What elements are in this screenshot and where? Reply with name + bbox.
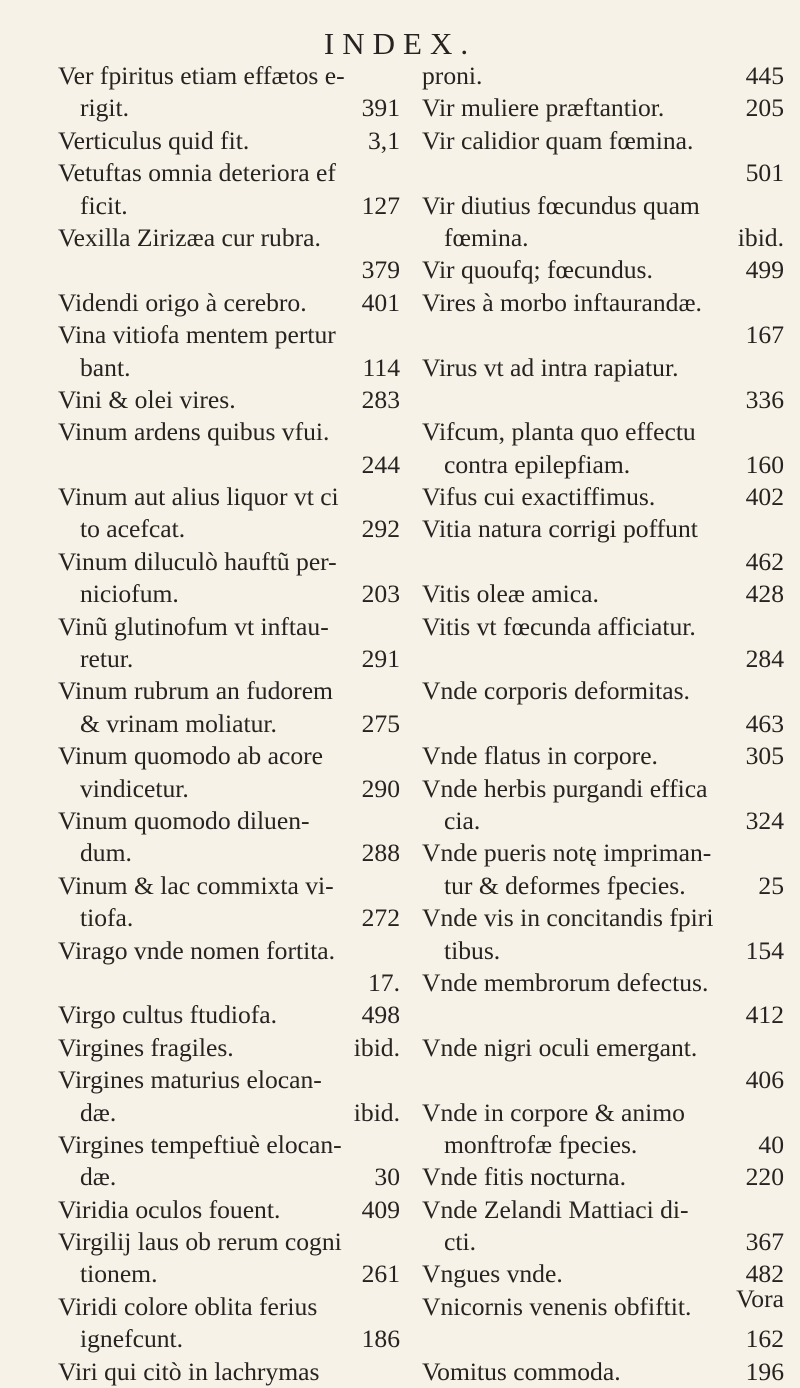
entry-line (58, 384, 404, 416)
entry-line (422, 449, 788, 481)
entry-line (58, 935, 404, 967)
page-reference: 3,1 (368, 125, 400, 155)
entry-text: Vnicornis venenis obfiftit. (422, 1291, 692, 1321)
entry-text: Vinum & lac commixta vi- (58, 870, 334, 900)
index-entry (58, 1194, 404, 1226)
entry-line (422, 384, 788, 416)
page-reference: 244 (361, 449, 400, 479)
entry-text: Vinum quomodo ab acore (58, 741, 323, 771)
index-entry (58, 805, 404, 870)
entry-text: tiofa. (80, 903, 134, 933)
entry-text: tur & deformes fpecies. (444, 870, 686, 900)
page-reference: 205 (745, 93, 784, 123)
entry-text: Vnde vis in concitandis fpiri (422, 903, 714, 933)
page-reference: 324 (745, 805, 784, 835)
page-reference: 25 (758, 870, 784, 900)
entry-text: tionem. (80, 1259, 158, 1289)
page-reference: 412 (745, 1000, 784, 1030)
entry-line (58, 92, 404, 124)
entry-line (58, 1032, 404, 1064)
entry-text: Virus vt ad intra rapiatur. (422, 352, 679, 382)
entry-text: Vifcum, planta quo effectu (422, 417, 696, 447)
index-entry (422, 675, 788, 740)
entry-line (422, 92, 788, 124)
entry-line (58, 190, 404, 222)
index-entry (58, 157, 404, 222)
entry-line (58, 449, 404, 481)
entry-text: bant. (80, 352, 131, 382)
index-entry (422, 1194, 788, 1259)
page-reference: ibid. (353, 1097, 400, 1127)
index-entry (58, 416, 404, 481)
page-reference: 220 (745, 1162, 784, 1192)
index-entry (58, 1356, 404, 1388)
entry-text: Vifus cui exactiffimus. (422, 482, 656, 512)
page-reference: 284 (745, 644, 784, 674)
page-reference: 482 (745, 1259, 784, 1289)
entry-line (422, 1064, 788, 1096)
entry-text: ficit. (80, 190, 128, 220)
entry-line (58, 805, 404, 837)
page-reference: 391 (361, 93, 400, 123)
entry-line (422, 254, 788, 286)
entry-text: Vngues vnde. (422, 1259, 563, 1289)
index-entry (58, 999, 404, 1031)
entry-line (422, 935, 788, 967)
entry-line (58, 708, 404, 740)
page-reference: 463 (745, 708, 784, 738)
page-reference: 336 (745, 384, 784, 414)
index-entry (58, 1226, 404, 1291)
index-entry (58, 1291, 404, 1356)
entry-line (422, 870, 788, 902)
entry-line (422, 967, 788, 999)
page-reference: 292 (361, 514, 400, 544)
index-entry (422, 1161, 788, 1193)
entry-line (58, 1291, 404, 1323)
entry-line (58, 773, 404, 805)
entry-line (58, 481, 404, 513)
entry-line (58, 125, 404, 157)
entry-text: proni. (422, 61, 483, 90)
entry-text: tibus. (444, 935, 501, 965)
page-reference: 462 (745, 546, 784, 576)
page-reference: 290 (361, 773, 400, 803)
entry-line (422, 773, 788, 805)
page-reference: 203 (361, 579, 400, 609)
entry-text: Virgines tempeftiuè elocan- (58, 1129, 342, 1159)
entry-text: Vires à morbo inftaurandæ. (422, 287, 702, 317)
entry-text: Vitis vt fœcunda afficiatur. (422, 611, 696, 641)
entry-text: Vini & olei vires. (58, 384, 236, 414)
entry-line (422, 902, 788, 934)
index-entry (422, 578, 788, 610)
entry-line (422, 60, 788, 92)
entry-line (422, 287, 788, 319)
entry-line (58, 643, 404, 675)
entry-line (422, 1161, 788, 1193)
entry-line (58, 578, 404, 610)
index-entry (58, 546, 404, 611)
page-reference: 30 (374, 1162, 400, 1192)
entry-text: Vnde membrorum defectus. (422, 967, 709, 997)
entry-line (58, 902, 404, 934)
index-entry (422, 60, 788, 92)
entry-text: Vnde flatus in corpore. (422, 741, 658, 771)
entry-line (422, 1129, 788, 1161)
entry-line (58, 352, 404, 384)
entry-line (58, 1323, 404, 1355)
entry-line (58, 1258, 404, 1290)
index-entry (422, 1258, 788, 1290)
page-reference: 114 (362, 352, 400, 382)
page-reference: 261 (361, 1259, 400, 1289)
index-entry (422, 902, 788, 967)
entry-text: Virago vnde nomen fortita. (58, 935, 336, 965)
page-reference: 196 (745, 1356, 784, 1386)
entry-line (422, 1291, 788, 1323)
entry-line (58, 1356, 404, 1388)
entry-text: Virgo cultus ftudiofa. (58, 1000, 278, 1030)
entry-text: Vnde herbis purgandi effica (422, 773, 708, 803)
entry-line (58, 60, 404, 92)
entry-text: Vinum aut alius liquor vt ci (58, 482, 339, 512)
page-reference: 367 (745, 1227, 784, 1257)
page-reference: 154 (745, 935, 784, 965)
entry-line (422, 319, 788, 351)
entry-text: vindicetur. (80, 773, 189, 803)
entry-text: Vitis oleæ amica. (422, 579, 599, 609)
entry-text: to acefcat. (80, 514, 186, 544)
index-entry (422, 740, 788, 772)
entry-text: rigit. (80, 93, 130, 123)
index-entry (58, 319, 404, 384)
entry-text: Videndi origo à cerebro. (58, 287, 307, 317)
index-entry (422, 611, 788, 676)
entry-text: Ver fpiritus etiam effætos e- (58, 61, 345, 90)
page-reference: 291 (361, 644, 400, 674)
page-reference: 162 (745, 1324, 784, 1354)
entry-text: niciofum. (80, 579, 179, 609)
page-reference: ibid. (737, 222, 784, 252)
entry-line (58, 546, 404, 578)
page-reference: 40 (758, 1129, 784, 1159)
entry-line (422, 578, 788, 610)
entry-text: cia. (444, 805, 481, 835)
entry-line (422, 1097, 788, 1129)
index-entry (58, 222, 404, 287)
entry-line (58, 1226, 404, 1258)
entry-text: fœmina. (444, 222, 529, 252)
entry-text: Vnde Zelandi Mattiaci di- (422, 1194, 689, 1224)
entry-text: Vitia natura corrigi poffunt (422, 514, 698, 544)
entry-text: Vina vitiofa mentem pertur (58, 320, 336, 350)
entry-line (422, 481, 788, 513)
entry-line (58, 870, 404, 902)
index-entry (422, 1097, 788, 1162)
page-reference: ibid. (353, 1032, 400, 1062)
entry-line (58, 837, 404, 869)
entry-line (422, 190, 788, 222)
entry-text: Vir calidior quam fœmina. (422, 125, 694, 155)
entry-line (58, 254, 404, 286)
page-reference: 283 (361, 384, 400, 414)
entry-text: Virgines maturius elocan- (58, 1065, 322, 1095)
page-reference: 498 (361, 1000, 400, 1030)
index-entry (422, 254, 788, 286)
entry-line (422, 708, 788, 740)
page-reference: 186 (361, 1324, 400, 1354)
index-entry (422, 190, 788, 255)
entry-text: Virgilij laus ob rerum cogni (58, 1227, 342, 1257)
entry-line (422, 1194, 788, 1226)
index-entry (58, 935, 404, 1000)
entry-text: Vinum ardens quibus vfui. (58, 417, 330, 447)
entry-line (58, 319, 404, 351)
entry-line (422, 513, 788, 545)
entry-text: Vinum diluculò hauftũ per- (58, 546, 337, 576)
entry-text: Vexilla Zirizæa cur rubra. (58, 222, 321, 252)
index-entry (58, 611, 404, 676)
entry-line (58, 222, 404, 254)
index-entry (422, 92, 788, 124)
entry-line (422, 643, 788, 675)
entry-text: Virgines fragiles. (58, 1032, 234, 1062)
entry-line (422, 1323, 788, 1355)
entry-text: Viridia oculos fouent. (58, 1194, 281, 1224)
index-entry (58, 481, 404, 546)
entry-text: Vinũ glutinofum vt inftau- (58, 611, 329, 641)
entry-text: ignefcunt. (80, 1324, 184, 1354)
entry-text: cti. (444, 1227, 476, 1257)
entry-text: Vnde fitis nocturna. (422, 1162, 626, 1192)
index-entry (422, 1291, 788, 1356)
entry-line (58, 611, 404, 643)
page-reference: 401 (361, 287, 400, 317)
page-reference: 499 (745, 255, 784, 285)
entry-text: retur. (80, 644, 134, 674)
entry-line (422, 740, 788, 772)
entry-line (58, 999, 404, 1031)
entry-line (58, 416, 404, 448)
entry-line (422, 1032, 788, 1064)
entry-line (422, 352, 788, 384)
entry-line (422, 1226, 788, 1258)
entry-text: monftrofæ fpecies. (444, 1129, 638, 1159)
index-entry (422, 1032, 788, 1097)
entry-line (422, 805, 788, 837)
entry-line (58, 1064, 404, 1096)
index-entry (58, 60, 404, 125)
entry-text: Vir quoufq; fœcundus. (422, 255, 653, 285)
index-entry (422, 481, 788, 513)
entry-line (422, 675, 788, 707)
entry-line (58, 1194, 404, 1226)
index-entry (58, 384, 404, 416)
entry-text: dæ. (80, 1162, 117, 1192)
index-entry (58, 1129, 404, 1194)
left-column (58, 60, 404, 1388)
right-column (422, 60, 788, 1388)
entry-text: Vomitus commoda. (422, 1356, 621, 1386)
page-reference: 305 (745, 741, 784, 771)
entry-text: Vir diutius fœcundus quam (422, 190, 700, 220)
entry-text: Verticulus quid fit. (58, 125, 250, 155)
entry-text: Vnde corporis deformitas. (422, 676, 690, 706)
entry-line (58, 1129, 404, 1161)
entry-line (58, 675, 404, 707)
entry-text: Vetuftas omnia deteriora ef (58, 158, 336, 188)
page-reference: 127 (361, 190, 400, 220)
entry-line (422, 1356, 788, 1388)
entry-text: Vinum rubrum an fudorem (58, 676, 333, 706)
page-reference: 409 (361, 1194, 400, 1224)
catchword: Vora (736, 1284, 784, 1313)
entry-line (422, 611, 788, 643)
index-entry (422, 837, 788, 902)
entry-line (422, 1258, 788, 1290)
entry-text: Vinum quomodo diluen- (58, 805, 310, 835)
entry-line (422, 157, 788, 189)
index-entry (422, 1356, 788, 1388)
index-entry (58, 675, 404, 740)
entry-text: contra epilepfiam. (444, 449, 631, 479)
page-reference: 428 (745, 579, 784, 609)
entry-line (58, 967, 404, 999)
entry-text: Vnde nigri oculi emergant. (422, 1032, 698, 1062)
entry-text: & vrinam moliatur. (80, 708, 277, 738)
entry-line (422, 222, 788, 254)
entry-line (58, 1161, 404, 1193)
page-reference: 275 (361, 708, 400, 738)
index-entry (58, 1064, 404, 1129)
index-entry (58, 870, 404, 935)
entry-line (58, 157, 404, 189)
page-reference: 272 (361, 903, 400, 933)
entry-line (422, 546, 788, 578)
page-reference: 167 (745, 320, 784, 350)
entry-line (58, 287, 404, 319)
entry-text: Vnde in corpore & animo (422, 1097, 685, 1127)
entry-line (58, 740, 404, 772)
page-reference: 379 (361, 255, 400, 285)
index-entry (422, 513, 788, 578)
entry-text: Vir muliere præftantior. (422, 93, 665, 123)
index-entry (422, 773, 788, 838)
index-entry (58, 740, 404, 805)
page-reference: 160 (745, 449, 784, 479)
index-entry (422, 125, 788, 190)
index-entry (58, 287, 404, 319)
page-reference: 402 (745, 482, 784, 512)
index-entry (422, 352, 788, 417)
index-entry (58, 125, 404, 157)
entry-text: Viri qui citò in lachrymas (58, 1356, 320, 1386)
entry-text: dum. (80, 838, 132, 868)
page-header: INDEX. (323, 26, 477, 61)
page-reference: 445 (745, 61, 784, 90)
entry-line (422, 999, 788, 1031)
index-entry (422, 416, 788, 481)
entry-text: dæ. (80, 1097, 117, 1127)
entry-line (58, 513, 404, 545)
index-entry (422, 967, 788, 1032)
index-entry (422, 287, 788, 352)
page-reference: 501 (745, 158, 784, 188)
entry-line (422, 837, 788, 869)
page-reference: 17. (368, 967, 400, 997)
entry-line (58, 1097, 404, 1129)
entry-text: Vnde pueris notę impriman- (422, 838, 712, 868)
page-reference: 406 (745, 1065, 784, 1095)
entry-text: Viridi colore oblita ferius (58, 1291, 318, 1321)
page-reference: 288 (361, 838, 400, 868)
index-entry (58, 1032, 404, 1064)
entry-line (422, 125, 788, 157)
entry-line (422, 416, 788, 448)
